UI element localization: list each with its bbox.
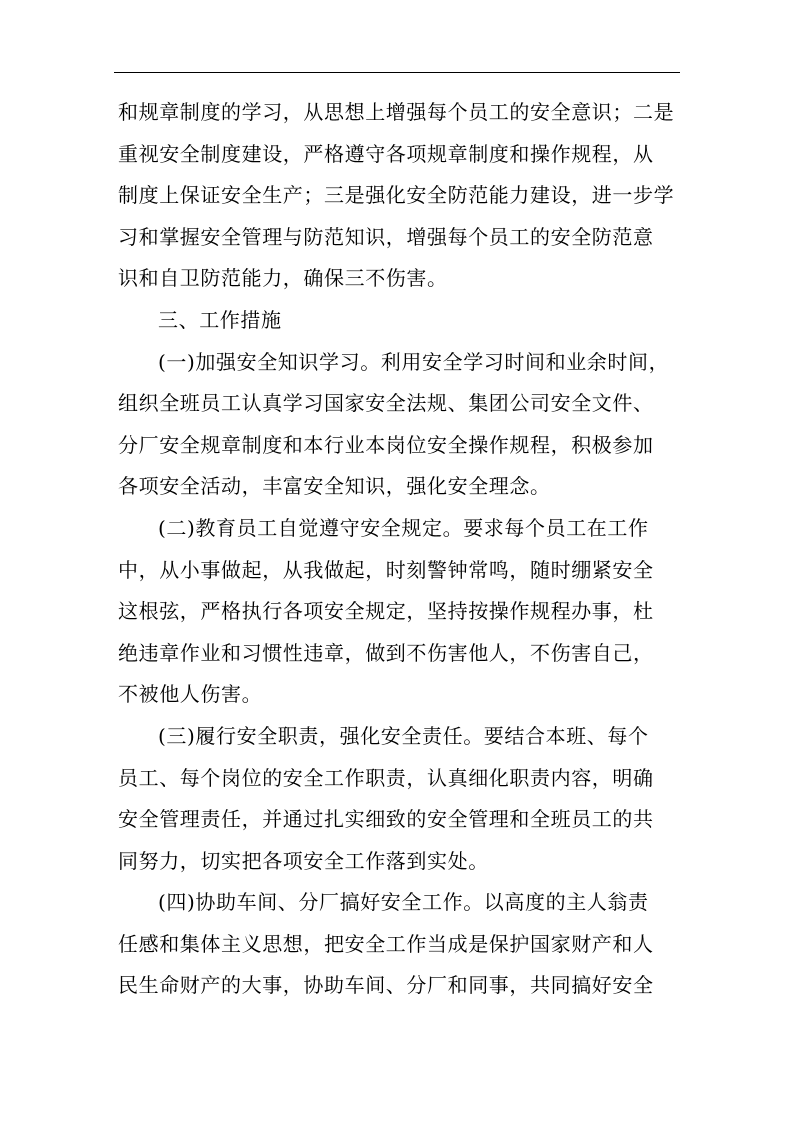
text-line: 同努力，切实把各项安全工作落到实处。 — [118, 848, 489, 873]
text-line: 这根弦，严格执行各项安全规定，坚持按操作规程办事，杜 — [118, 599, 654, 624]
text-line: 任感和集体主义思想，把安全工作当成是保护国家财产和人 — [118, 931, 654, 956]
text-line: 识和自卫防范能力，确保三不伤害。 — [118, 266, 448, 291]
text-line: 中，从小事做起，从我做起，时刻警钟常鸣，随时绷紧安全 — [118, 557, 654, 582]
text-line: 绝违章作业和习惯性违章，做到不伤害他人，不伤害自己， — [118, 640, 654, 665]
text-line: 制度上保证安全生产；三是强化安全防范能力建设，进一步学 — [118, 183, 675, 208]
text-line: (二)教育员工自觉遵守安全规定。要求每个员工在工作 — [158, 515, 649, 540]
text-line: 分厂安全规章制度和本行业本岗位安全操作规程，积极参加 — [118, 432, 654, 457]
text-line: 各项安全活动，丰富安全知识，强化安全理念。 — [118, 474, 551, 499]
text-line: 和规章制度的学习，从思想上增强每个员工的安全意识；二是 — [118, 100, 675, 124]
text-line: 重视安全制度建设，严格遵守各项规章制度和操作规程，从 — [118, 141, 654, 166]
text-line: 民生命财产的大事，协助车间、分厂和同事，共同搞好安全 — [118, 973, 654, 998]
text-line: (一)加强安全知识学习。利用安全学习时间和业余时间， — [158, 349, 670, 374]
text-line: 习和掌握安全管理与防范知识，增强每个员工的安全防范意 — [118, 224, 654, 249]
text-line: 员工、每个岗位的安全工作职责，认真细化职责内容，明确 — [118, 765, 654, 790]
body-text — [118, 92, 684, 1007]
text-line: 安全管理责任，并通过扎实细致的安全管理和全班员工的共 — [118, 807, 654, 832]
text-line: 三、工作措施 — [158, 307, 282, 332]
text-line: 组织全班员工认真学习国家安全法规、集团公司安全文件、 — [118, 391, 654, 416]
text-line: (四)协助车间、分厂搞好安全工作。以高度的主人翁责 — [158, 890, 649, 915]
text-line: 不被他人伤害。 — [118, 682, 263, 707]
header-rule — [114, 72, 680, 73]
text-line: (三)履行安全职责，强化安全责任。要结合本班、每个 — [158, 723, 649, 748]
